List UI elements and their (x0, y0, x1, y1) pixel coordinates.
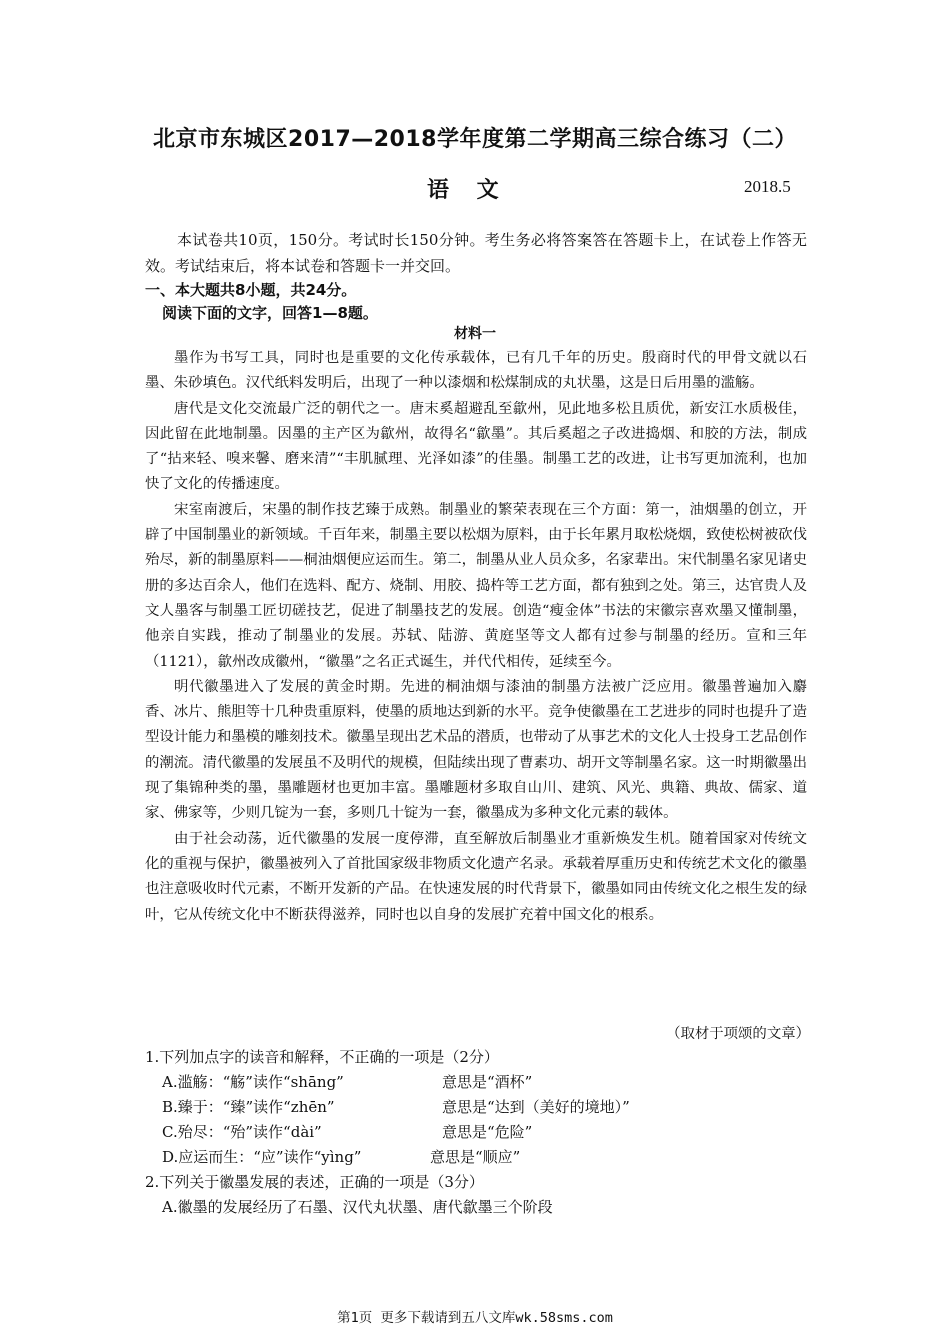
exam-instructions: 本试卷共10页，150分。考试时长150分钟。考生务必将答案答在答题卡上，在试卷上作答无效。考试结束后，将本试卷和答题卡一并交回。 (145, 231, 807, 275)
material-title: 材料一 (454, 326, 496, 342)
question-2-option-a: A.徽墨的发展经历了石墨、汉代丸状墨、唐代歙墨三个阶段 (162, 1198, 553, 1216)
passage-paragraph: 唐代是文化交流最广泛的朝代之一。唐末奚超避乱至歙州，见此地多松且质优，新安江水质极佳，因此留在此地制墨。因墨的主产区为歙州，故得名“歙墨”。其后奚超之子改进捣烟、和胶的方法，制成了“拈来轻、嗅来馨、磨来清”“丰肌腻理、光泽如漆”的佳墨。制墨工艺的改进，让书写更加流利，也加快了文化的传播速度。 (145, 400, 807, 493)
question-2-stem: 2.下列关于徽墨发展的表述，正确的一项是（3分） (145, 1173, 484, 1191)
question-1-option-b: B.臻于：“臻”读作“zhēn” (162, 1098, 335, 1116)
exam-date: 2018.5 (744, 177, 791, 196)
section-title: 一、本大题共8小题，共24分。 (145, 281, 357, 299)
passage-paragraph: 由于社会动荡，近代徽墨的发展一度停滞，直至解放后制墨业才重新焕发生机。随着国家对传统文化的重视与保护，徽墨被列入了首批国家级非物质文化遗产名录。承载着厚重历史和传统艺术文化的徽墨也注意吸收时代元素，不断开发新的产品。在快速发展的时代背景下，徽墨如同由传统文化之根生发的绿叶，它从传统文化中不断获得滋养，同时也以自身的发展扩充着中国文化的根系。 (145, 830, 807, 923)
page-footer: 第1页 更多下载请到五八文库wk.58sms.com (337, 1310, 613, 1326)
exam-title: 北京市东城区2017—2018学年度第二学期高三综合练习（二） (153, 127, 797, 152)
subject-title: 语 文 (427, 178, 509, 203)
passage-paragraph: 墨作为书写工具，同时也是重要的文化传承载体，已有几千年的历史。殷商时代的甲骨文就以石墨、朱砂填色。汉代纸料发明后，出现了一种以漆烟和松煤制成的丸状墨，这是日后用墨的滥觞。 (145, 350, 807, 392)
question-1-option-d: D.应运而生：“应”读作“yìng” (162, 1148, 362, 1166)
question-1-option-a: A.滥觞：“觞”读作“shāng” (162, 1073, 344, 1091)
passage-paragraph: 明代徽墨进入了发展的黄金时期。先进的桐油烟与漆油的制墨方法被广泛应用。徽墨普遍加入麝香、冰片、熊胆等十几种贵重原料，使墨的质地达到新的水平。竞争使徽墨在工艺进步的同时也提升了造型设计能力和墨模的雕刻技术。徽墨呈现出艺术品的潜质，也带动了从事艺术的文化人士投身工艺品创作的潮流。清代徽墨的发展虽不及明代的规模，但陆续出现了曹素功、胡开文等制墨名家。这一时期徽墨出现了集锦种类的墨，墨雕题材也更加丰富。墨雕题材多取自山川、建筑、风光、典籍、典故、儒家、道家、佛家等，少则几锭为一套，多则几十锭为一套，徽墨成为多种文化元素的载体。 (145, 678, 807, 822)
question-1-option-a-meaning: 意思是“酒杯” (442, 1073, 533, 1091)
question-1-option-c: C.殆尽：“殆”读作“dài” (162, 1123, 322, 1141)
reading-passage (145, 346, 807, 928)
question-1-option-b-meaning: 意思是“达到（美好的境地）” (442, 1098, 630, 1116)
question-1-option-c-meaning: 意思是“危险” (442, 1123, 533, 1141)
passage-source: （取材于项颂的文章） (666, 1026, 810, 1042)
section-prompt: 阅读下面的文字，回答1—8题。 (162, 304, 378, 322)
question-1-stem: 1.下列加点字的读音和解释，不正确的一项是（2分） (145, 1048, 499, 1066)
question-1-option-d-meaning: 意思是“顺应” (430, 1148, 521, 1166)
passage-paragraph: 宋室南渡后，宋墨的制作技艺臻于成熟。制墨业的繁荣表现在三个方面：第一，油烟墨的创立，开辟了中国制墨业的新领域。千百年来，制墨主要以松烟为原料，由于长年累月取松烧烟，致使松树被砍伐殆尽，新的制墨原料——桐油烟便应运而生。第二，制墨从业人员众多，名家辈出。宋代制墨名家见诸史册的多达百余人，他们在选料、配方、烧制、用胶、捣杵等工艺方面，都有独到之处。第三，达官贵人及文人墨客与制墨工匠切磋技艺，促进了制墨技艺的发展。创造“瘦金体”书法的宋徽宗喜欢墨又懂制墨，他亲自实践，推动了制墨业的发展。苏轼、陆游、黄庭坚等文人都有过参与制墨的经历。宣和三年（1121），歙州改成徽州，“徽墨”之名正式诞生，并代代相传，延续至今。 (145, 501, 807, 670)
